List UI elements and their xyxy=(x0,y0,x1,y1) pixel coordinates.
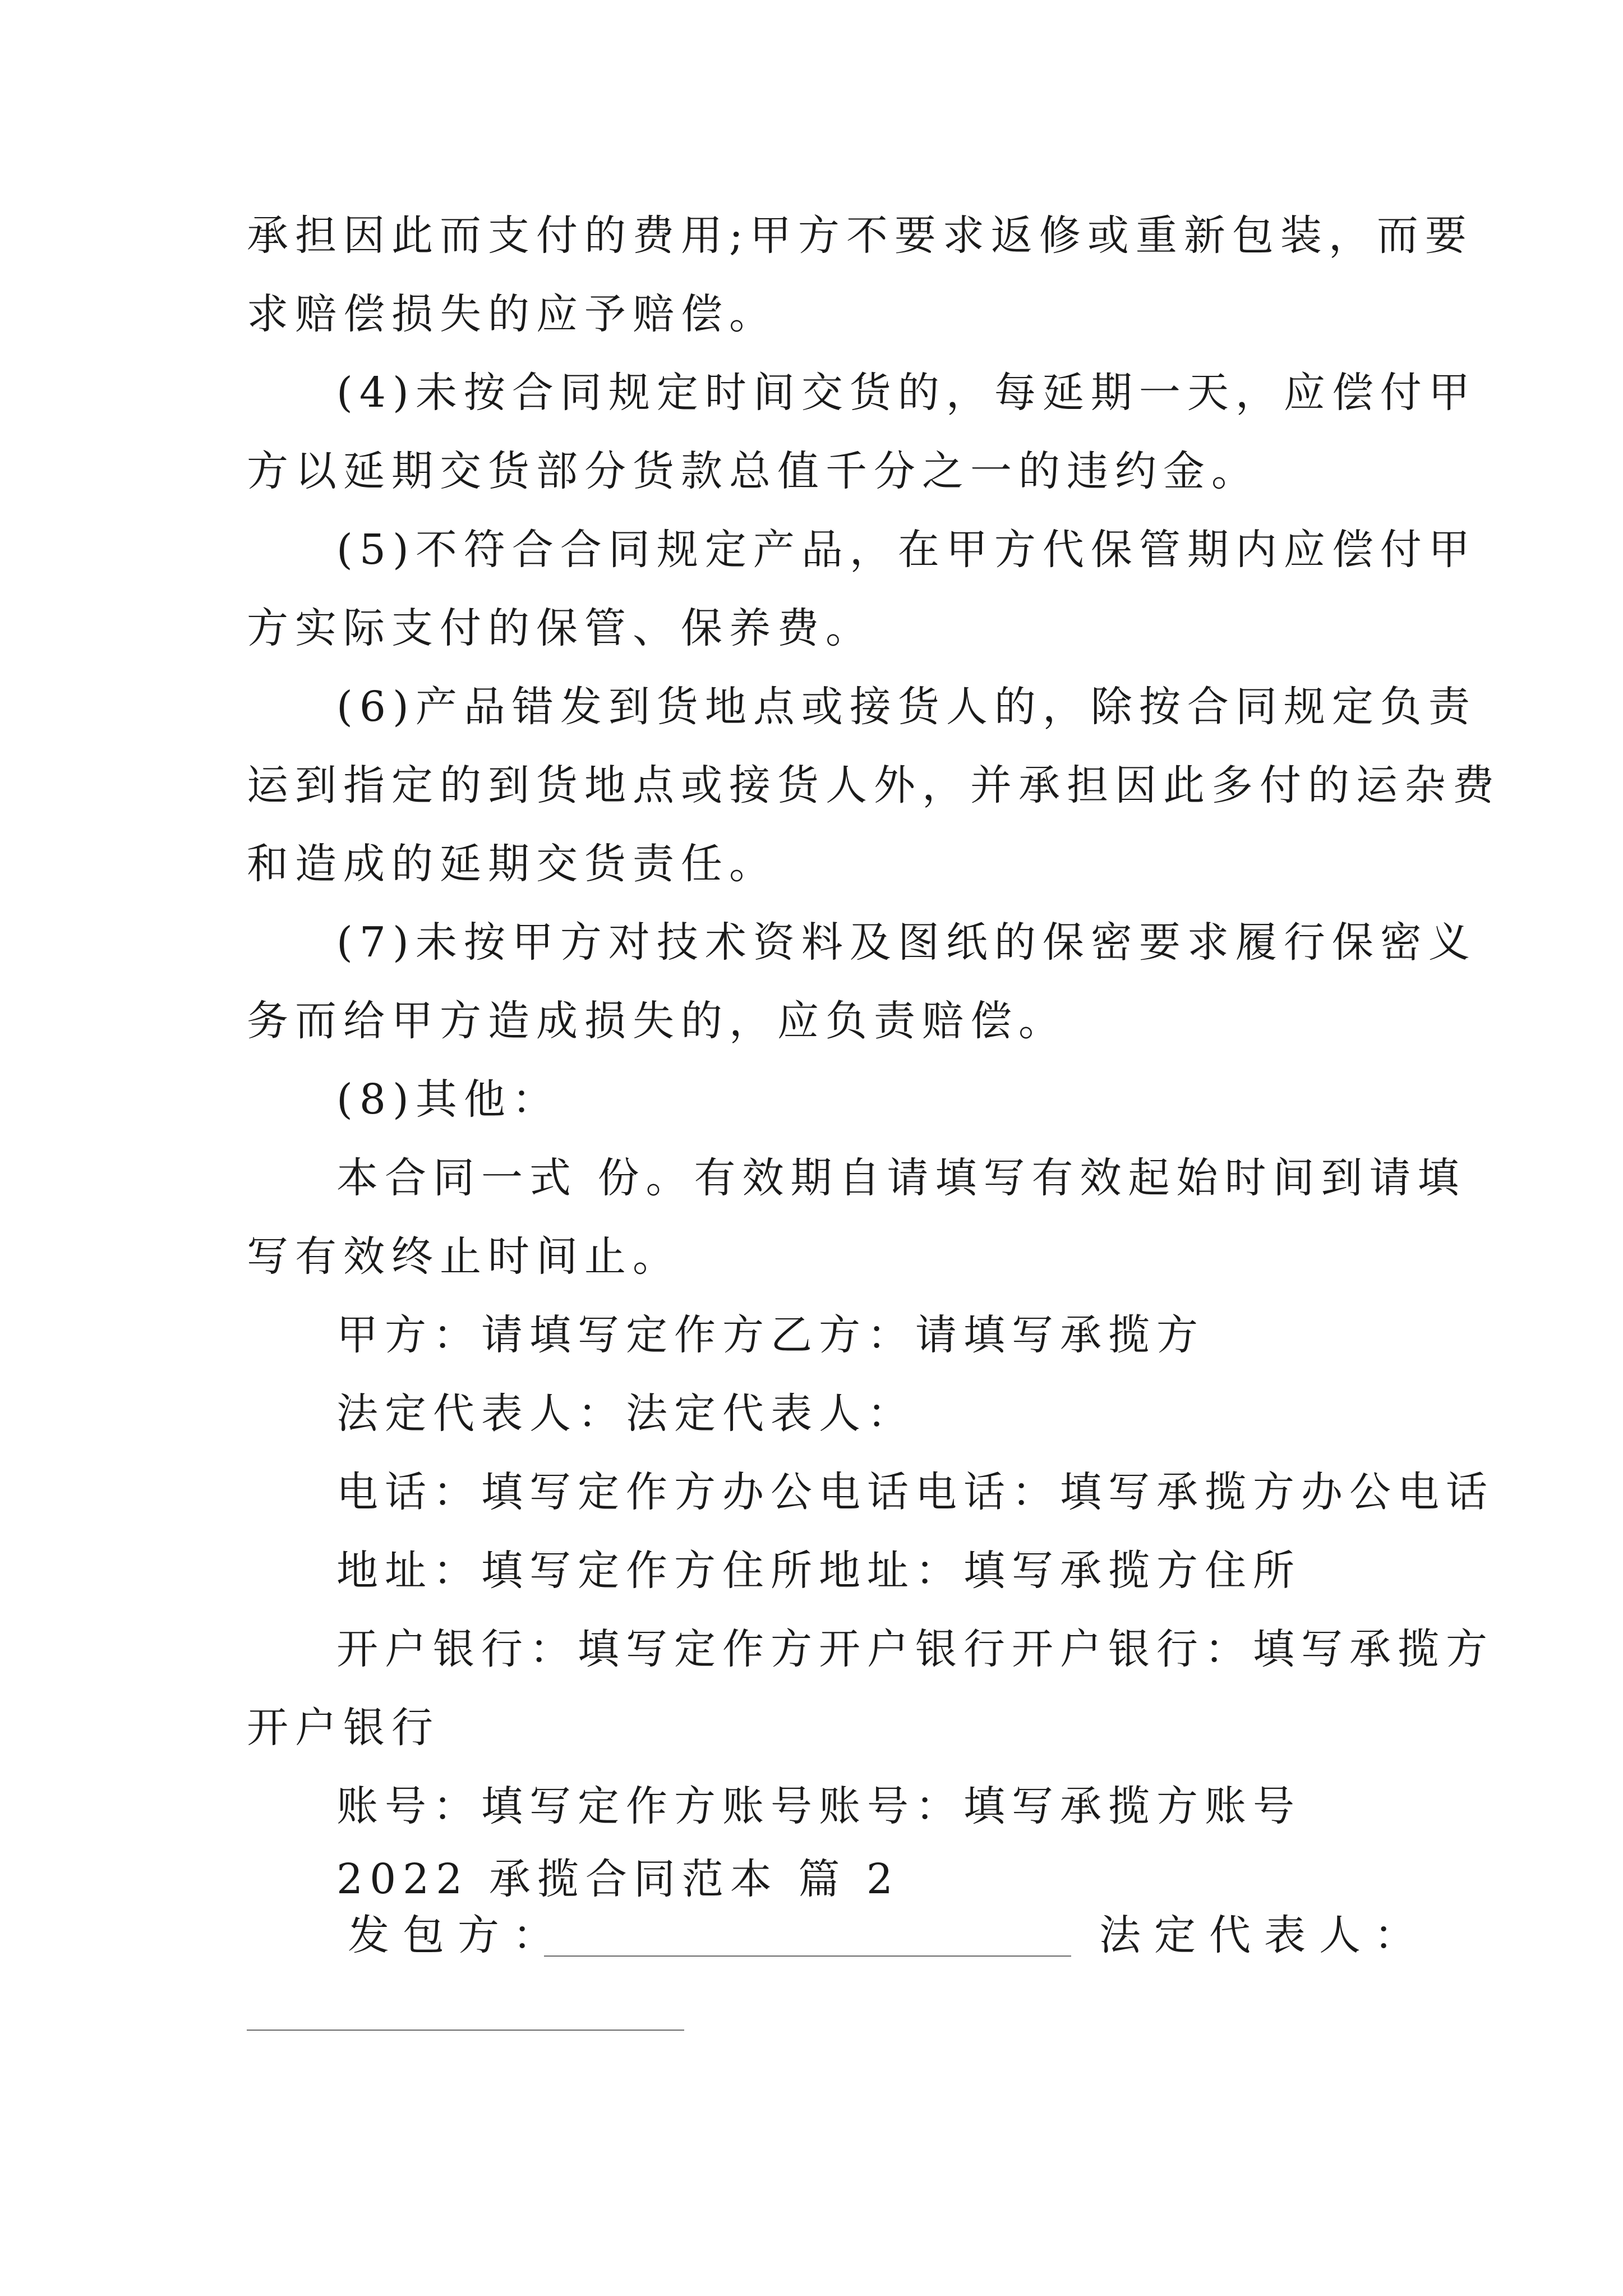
clause-7-line: (7)未按甲方对技术资料及图纸的保密要求履行保密义 xyxy=(336,918,1477,967)
term-line: 本合同一式 份。有效期自请填写有效起始时间到请填 xyxy=(336,1154,1466,1202)
party-label: 发包方： xyxy=(348,1911,568,1959)
account-line: 账号：填写定作方账号账号：填写承揽方账号 xyxy=(336,1782,1301,1830)
clause-8-line: (8)其他： xyxy=(336,1075,560,1124)
clause-4-line: (4)未按合同规定时间交货的，每延期一天，应偿付甲 xyxy=(336,369,1477,417)
representative-line: 法定代表人：法定代表人： xyxy=(336,1389,915,1438)
party-blank-line xyxy=(544,1955,1071,1957)
party-line: 甲方：请填写定作方乙方：请填写承揽方 xyxy=(336,1311,1205,1359)
representative-blank-line xyxy=(247,2030,684,2031)
clause-4-line: 方以延期交货部分货款总值千分之一的违约金。 xyxy=(247,447,1260,495)
bank-line: 开户银行 xyxy=(247,1704,440,1752)
clause-7-line: 务而给甲方造成损失的，应负责赔偿。 xyxy=(247,997,1067,1045)
representative-label: 法定代表人： xyxy=(1099,1911,1429,1959)
clause-6-line: 运到指定的到货地点或接货人外，并承担因此多付的运杂费 xyxy=(247,761,1501,809)
paragraph-line: 承担因此而支付的费用;甲方不要求返修或重新包装，而要 xyxy=(247,211,1473,260)
clause-6-line: 和造成的延期交货责任。 xyxy=(247,840,777,888)
section-heading: 2022 承揽合同范本 篇 2 xyxy=(336,1855,900,1903)
bank-line: 开户银行：填写定作方开户银行开户银行：填写承揽方 xyxy=(336,1625,1494,1673)
address-line: 地址：填写定作方住所地址：填写承揽方住所 xyxy=(336,1547,1301,1595)
paragraph-line: 求赔偿损失的应予赔偿。 xyxy=(247,290,777,338)
clause-5-line: (5)不符合合同规定产品，在甲方代保管期内应偿付甲 xyxy=(336,526,1477,574)
term-line: 写有效终止时间止。 xyxy=(247,1232,681,1281)
clause-6-line: (6)产品错发到货地点或接货人的，除按合同规定负责 xyxy=(336,683,1477,731)
clause-5-line: 方实际支付的保管、保养费。 xyxy=(247,604,874,652)
signature-row xyxy=(348,1907,1429,1963)
phone-line: 电话：填写定作方办公电话电话：填写承揽方办公电话 xyxy=(336,1468,1494,1516)
